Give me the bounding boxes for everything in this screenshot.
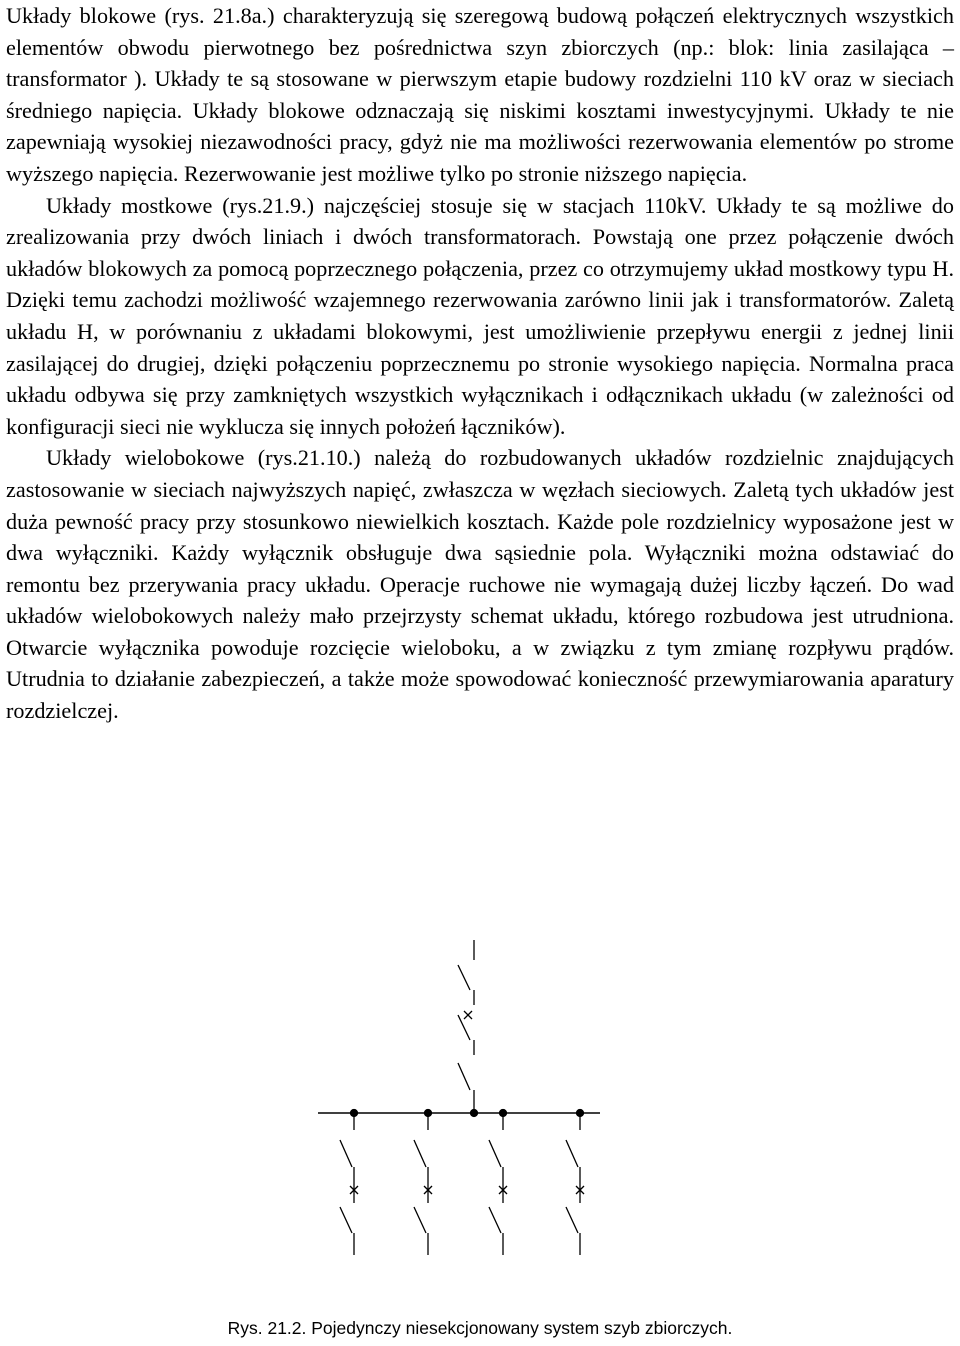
busbar-schematic-figure xyxy=(300,935,620,1265)
body-text xyxy=(6,0,954,727)
paragraph-wielobokowe: Układy wielobokowe (rys.21.10.) należą do rozbudowanych układów rozdzielnic znajdujących zastosowanie w sieciach najwyższych napięć, zwłaszcza w węzłach sieciowych. Zaletą tych układów jest duża pewność pracy przy stosunkowo niewielkich kosztach. Każde pole rozdzielnicy wyposażone jest w dwa wyłączniki. Każdy wyłącznik obsługuje dwa sąsiednie pola. Wyłączniki można odstawiać do remontu bez przerywania pracy układu. Operacje ruchowe nie wymagają dużej liczby łączeń. Do wad układów wielobokowych należy mało przejrzysty schemat układu, którego rozbudowa jest utrudniona. Otwarcie wyłącznika powoduje rozcięcie wieloboku, a w związku z tym zmianę rozpływu prądów. Utrudnia to działanie zabezpieczeń, a także może spowodować konieczność przewymiarowania aparatury rozdzielczej. xyxy=(6,445,954,724)
paragraph-blokowe: Układy blokowe (rys. 21.8a.) charakteryzują się szeregową budową połączeń elektrycznych wszystkich elementów obwodu pierwotnego bez pośrednictwa szyn zbiorczych (np.: blok: linia zasilająca – transformator ). Układy te są stosowane w pierwszym etapie budowy rozdzielni 110 kV oraz w sieciach średniego napięcia. Układy blokowe odznaczają się niskimi kosztami inwestycyjnymi. Układy te nie zapewniają wysokiej niezawodności pracy, gdyż nie ma możliwości rezerwowania elementów po strome wyższego napięcia. Rezerwowanie jest możliwe tylko po stronie niższego napięcia. xyxy=(6,3,954,186)
paragraph-mostkowe: Układy mostkowe (rys.21.9.) najczęściej stosuje się w stacjach 110kV. Układy te są możliwe do zrealizowania przy dwóch liniach i dwóch transformatorach. Powstają one przez połączenie dwóch układów blokowych za pomocą poprzecznego połączenia, przez co otrzymujemy układ mostkowy typu H. Dzięki temu zachodzi możliwość wzajemnego rezerwowania zarówno linii jak i transformatorów. Zaletą układu H, w porównaniu z układami blokowymi, jest umożliwienie przepływu energii z jednej linii zasilającej do drugiej, dzięki połączeniu poprzecznemu po stronie wysokiego napięcia. Normalna praca układu odbywa się przy zamkniętych wszystkich wyłącznikach i odłącznikach układu (w zależności od konfiguracji sieci nie wyklucza się innych położeń łączników). xyxy=(6,192,954,439)
figure-caption: Rys. 21.2. Pojedynczy niesekcjonowany system szyb zbiorczych. xyxy=(227,1318,733,1338)
